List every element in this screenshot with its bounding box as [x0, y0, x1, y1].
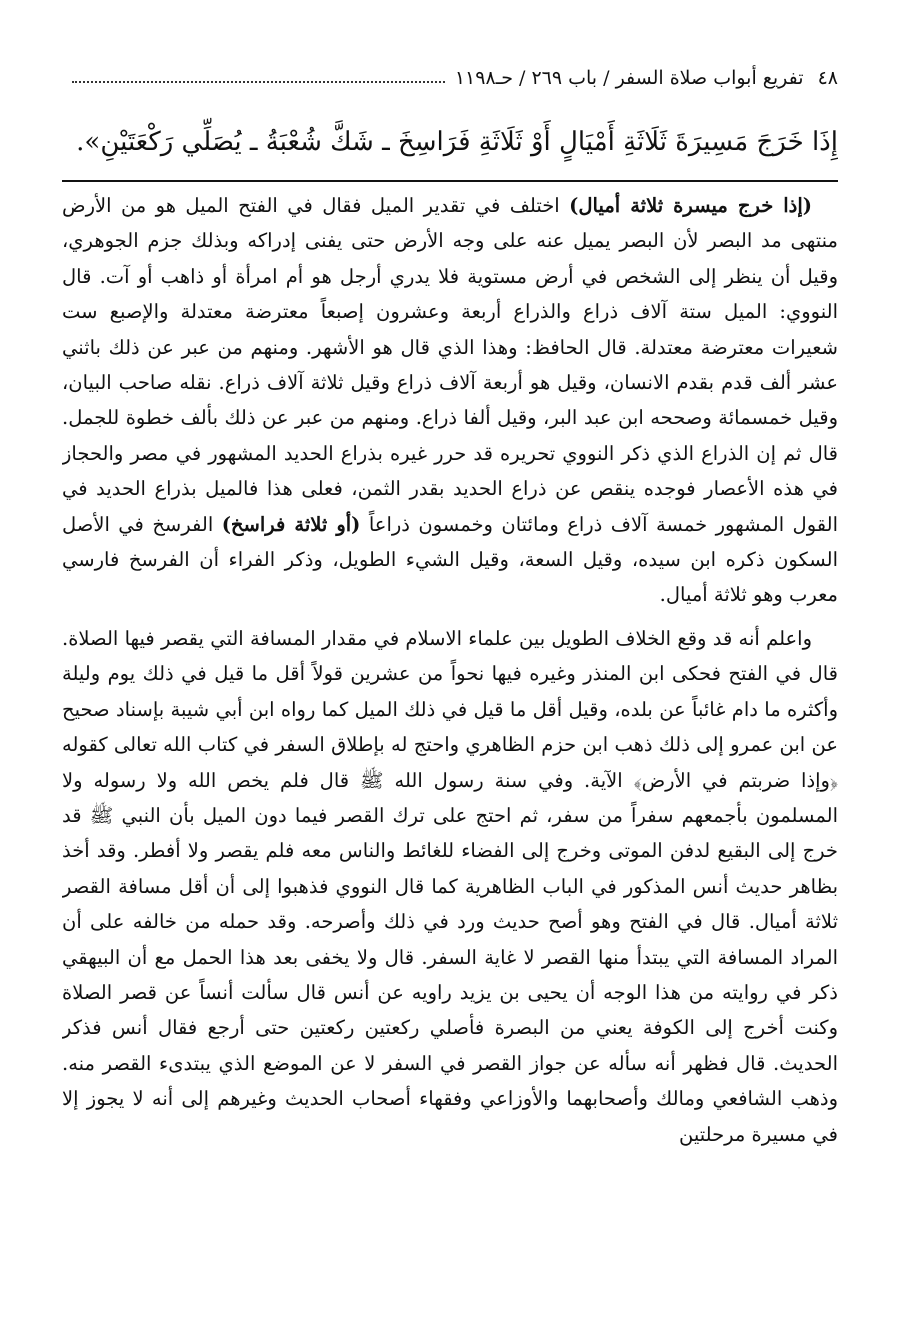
header-dot-leader	[72, 81, 445, 83]
running-title: تفريع أبواب صلاة السفر / باب ٢٦٩ / حـ١١٩٨	[454, 67, 804, 89]
commentary-text: الفرسخ في الأصل السكون ذكره ابن سيده، وقيل السعة، وقيل الشيء الطويل، وذكر الفراء أن الفرسخ فارسي معرب وهو ثلاثة أميال.	[62, 512, 838, 607]
lemma-three-farsakh: (أو ثلاثة فراسخ)	[221, 512, 361, 536]
hadith-text: إِذَا خَرَجَ مَسِيرَةَ ثَلَاثَةِ أَمْيَالٍ أَوْ ثَلَاثَةِ فَرَاسِخَ ـ شَكَّ شُعْبَةُ ـ يُصَلِّي رَكْعَتَيْنِ».	[76, 127, 838, 157]
running-header	[62, 58, 838, 98]
page-number: ٤٨	[817, 67, 838, 89]
commentary-text: اختلف في تقدير الميل فقال في الفتح الميل هو من الأرض منتهى مد البصر لأن البصر يميل عنه على وجه الأرض حتى يفنى إدراكه وبذلك جزم الجوهري، وقيل أن ينظر إلى الشخص في أرض مستوية فلا يدري أرجل هو أم امرأة أو ذاهب أو آت. قال النووي: الميل ستة آلاف ذراع والذراع أربعة وعشرون إصبعاً معترضة معتدلة والإصبع ست شعيرات معترضة معتدلة. قال الحافظ: وهذا الذي قال هو الأشهر. ومنهم من عبر عن ذلك باثني عشر ألف قدم بقدم الانسان، وقيل هو أربعة آلاف ذراع وقيل ثلاثة آلاف ذراع. نقله صاحب البيان، وقيل خمسمائة وصححه ابن عبد البر، وقيل ألفا ذراع. ومنهم من عبر عن ذلك بألف خطوة للجمل. قال ثم إن الذراع الذي ذكر النووي تحريره قد حرر غيره بذراع الحديد المشهور في مصر والحجاز في هذه الأعصار فوجده ينقص عن ذراع الحديد بقدر الثمن، فعلى هذا فالميل بذراع الحديد في القول المشهور خمسة آلاف ذراع ومائتان وخمسون ذراعاً	[62, 194, 838, 536]
commentary	[62, 188, 838, 1298]
lemma-three-miles: (إذا خرج ميسرة ثلاثة أميال)	[569, 194, 813, 217]
commentary-paragraph-1	[62, 188, 838, 613]
separator-rule	[62, 180, 838, 182]
commentary-paragraph-2: واعلم أنه قد وقع الخلاف الطويل بين علماء الاسلام في مقدار المسافة التي يقصر فيها الصلاة. قال في الفتح فحكى ابن المنذر وغيره فيها نحواً من عشرين قولاً أقل ما قيل في ذلك يوم وليلة وأكثره ما دام غائباً عن بلده، وقيل أقل ما قيل في ذلك الميل كما رواه ابن أبي شيبة بإسناد صحيح عن ابن عمرو إلى ذلك ذهب ابن حزم الظاهري واحتج له بإطلاق السفر في كتاب الله تعالى كقوله ﴿وإذا ضربتم في الأرض﴾ الآية. وفي سنة رسول الله ﷺ قال فلم يخص الله ولا رسوله ولا المسلمون بأجمعهم سفراً من سفر، ثم احتج على ترك القصر فيما دون الميل بأن النبي ﷺ قد خرج إلى البقيع لدفن الموتى وخرج إلى الفضاء للغائط والناس معه فلم يقصر ولا أفطر. وقد أخذ بظاهر حديث أنس المذكور في الباب الظاهرية كما قال النووي فذهبوا إلى أن أقل مسافة القصر ثلاثة أميال. قال في الفتح وهو أصح حديث ورد في ذلك وأصرحه. وقد حمله من خالفه على أن المراد المسافة التي يبتدأ منها القصر لا غاية السفر. قال ولا يخفى بعد هذا الحمل مع أن البيهقي ذكر في روايته من هذا الوجه أن يحيى بن يزيد راويه عن أنس قال سألت أنساً عن قصر الصلاة وكنت أخرج إلى الكوفة يعني من البصرة فأصلي ركعتين ركعتين حتى أرجع فقال أنس فذكر الحديث. قال فظهر أنه سأله عن جواز القصر في السفر لا عن الموضع الذي يبتدىء القصر منه. وذهب الشافعي ومالك وأصحابهما والأوزاعي وفقهاء أصحاب الحديث وغيرهم إلى أنه لا يجوز إلا في مسيرة مرحلتين	[62, 626, 838, 1146]
